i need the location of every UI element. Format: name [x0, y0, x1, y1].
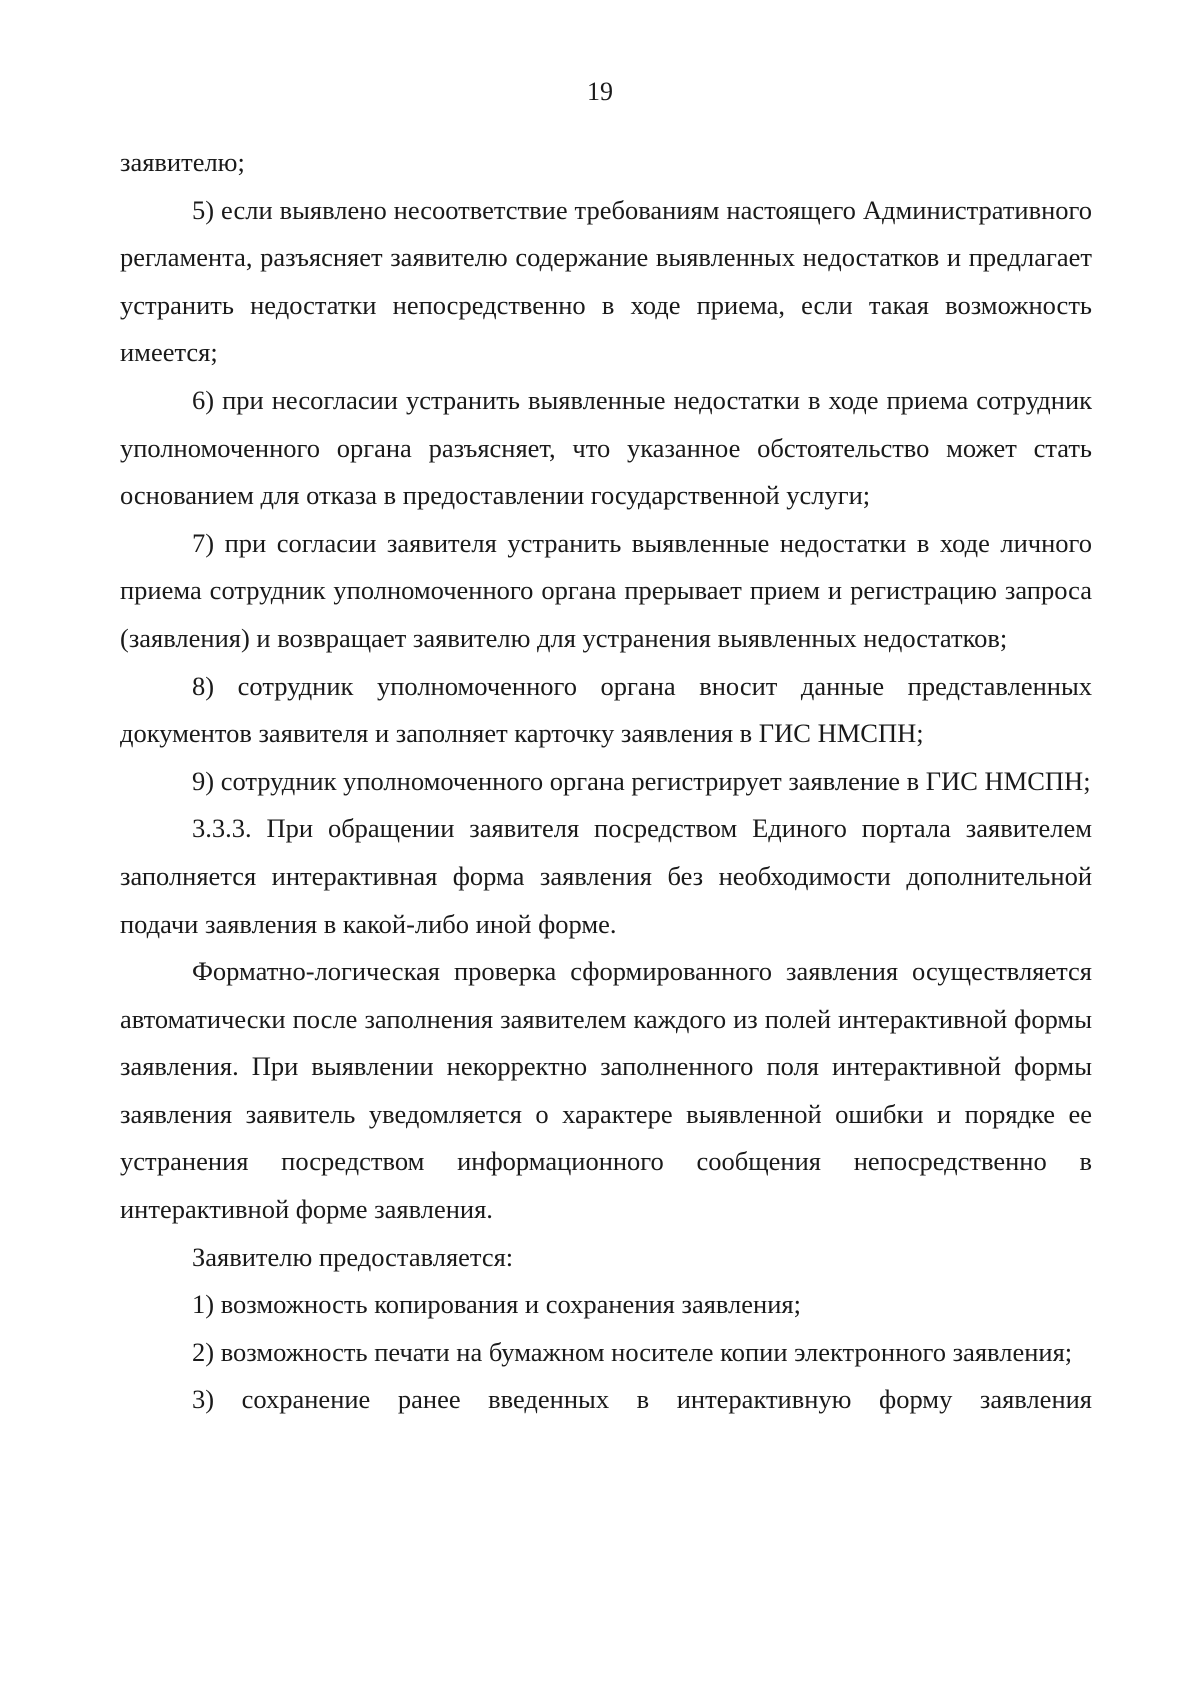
paragraph-item-9: 9) сотрудник уполномоченного органа регистрирует заявление в ГИС НМСПН; [192, 765, 1091, 796]
paragraph-continuation: заявителю; [120, 147, 245, 177]
paragraph-option-2: 2) возможность печати на бумажном носителе копии электронного заявления; [192, 1336, 1073, 1367]
paragraph-section-3-3-3: 3.3.3. При обращении заявителя посредством Единого портала заявителем заполняется интерактивная форма заявления без необходимости дополнительной подачи заявления в какой-либо иной форме. [120, 813, 1092, 939]
page-number: 19 [587, 77, 613, 106]
paragraph-item-7: 7) при согласии заявителя устранить выявленные недостатки в ходе личного приема сотрудник уполномоченного органа прерывает прием и регистрацию запроса (заявления) и возвращает заявителю для устранения выявленных недостатков; [120, 527, 1092, 653]
paragraph-option-3: 3) сохранение ранее введенных в интерактивную форму заявления [192, 1384, 1092, 1415]
paragraph-item-6: 6) при несогласии устранить выявленные недостатки в ходе приема сотрудник уполномоченного органа разъясняет, что указанное обстоятельство может стать основанием для отказа в предоставлении государственной услуги; [120, 384, 1092, 511]
paragraph-item-5: 5) если выявлено несоответствие требованиям настоящего Административного регламента, разъясняет заявителю содержание выявленных недостатков и предлагает устранить недостатки непосредственно в ходе приема, если такая возможность имеется; [120, 194, 1092, 368]
paragraph-applicant-provided: Заявителю предоставляется: [192, 1241, 514, 1272]
document-body [120, 139, 1092, 1424]
paragraph-format-check: Форматно-логическая проверка сформированного заявления осуществляется автоматически после заполнения заявителем каждого из полей интерактивной формы заявления. При выявлении некорректно заполненного поля интерактивной формы заявления заявитель уведомляется о характере выявленной ошибки и порядке ее устранения посредством информационного сообщения непосредственно в интерактивной форме заявления. [120, 956, 1092, 1225]
paragraph-option-1: 1) возможность копирования и сохранения заявления; [192, 1289, 801, 1320]
paragraph-item-8: 8) сотрудник уполномоченного органа вносит данные представленных документов заявителя и заполняет карточку заявления в ГИС НМСПН; [120, 670, 1092, 749]
